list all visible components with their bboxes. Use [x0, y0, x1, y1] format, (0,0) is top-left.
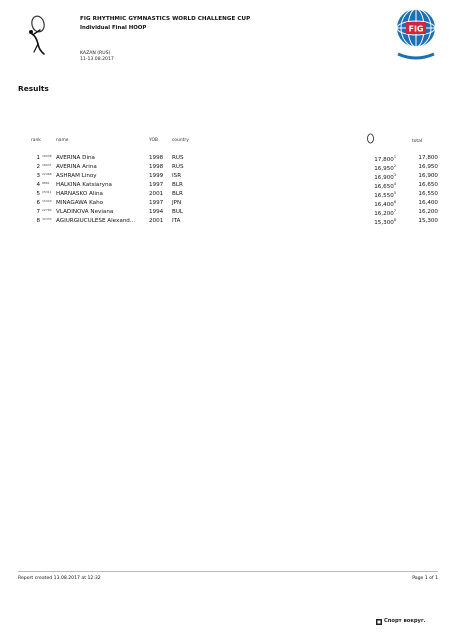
country-code: BLR	[172, 191, 183, 197]
athlete-id: 25311	[42, 190, 52, 194]
athlete-name: VLADINOVA Neviana	[56, 209, 114, 215]
table-row	[0, 209, 452, 218]
hoop-score-value: 16,950	[374, 165, 394, 172]
hoop-score	[340, 155, 396, 163]
table-row	[0, 182, 452, 191]
total-score: 16,950	[418, 164, 438, 170]
hoop-score-rank: 6	[393, 200, 396, 204]
athlete-id: 22769	[42, 208, 52, 212]
athlete-name: AVERINA Arina	[56, 164, 97, 170]
year-of-birth: 1999	[149, 173, 164, 179]
event-dates: 11-13.08.2017	[80, 57, 114, 62]
country-code: ITA	[172, 218, 181, 224]
total-score: 16,200	[418, 209, 438, 215]
hoop-score	[340, 218, 396, 226]
header-country: country	[172, 138, 189, 143]
athlete-id: 18037	[42, 163, 52, 167]
event-venue: KAZAN (RUS)	[80, 51, 111, 56]
country-code: ISR	[172, 173, 182, 179]
hoop-icon	[366, 133, 375, 144]
brand-icon	[376, 619, 382, 625]
hoop-score-rank: 7	[393, 209, 396, 213]
table-row	[0, 164, 452, 173]
athlete-id: 18038	[42, 154, 52, 158]
country-code: RUS	[172, 155, 184, 161]
athlete-name: HALKINA Katsiaryna	[56, 182, 112, 188]
header-name: name	[56, 138, 69, 143]
table-row	[0, 173, 452, 182]
athlete-id: 22468	[42, 172, 52, 176]
section-title: Results	[18, 84, 49, 93]
country-code: RUS	[172, 164, 184, 170]
hoop-score-value: 16,400	[374, 201, 394, 208]
hoop-score	[340, 173, 396, 181]
hoop-score-rank: 2	[393, 164, 396, 168]
gymnast-hoop-logo	[18, 14, 52, 58]
year-of-birth: 2001	[149, 218, 164, 224]
total-score: 17,800	[418, 155, 438, 161]
year-of-birth: 1997	[149, 182, 164, 188]
athlete-name: MINAGAWA Kaho	[56, 200, 104, 206]
athlete-id: 15343	[42, 199, 52, 203]
hoop-score-rank: 4	[393, 182, 396, 186]
rank-cell: 1	[36, 155, 40, 161]
svg-text:FIG: FIG	[408, 24, 424, 34]
year-of-birth: 1998	[149, 155, 164, 161]
table-row	[0, 155, 452, 164]
rank-cell: 5	[36, 191, 40, 197]
hoop-score-rank: 5	[393, 191, 396, 195]
hoop-score	[340, 182, 396, 190]
hoop-score	[340, 200, 396, 208]
athlete-name: ASHRAM Linoy	[56, 173, 97, 179]
header-yob: YOB	[149, 138, 158, 143]
year-of-birth: 2001	[149, 191, 164, 197]
hoop-score-rank: 3	[393, 173, 396, 177]
country-code: JPN	[172, 200, 182, 206]
year-of-birth: 1994	[149, 209, 164, 215]
table-row	[0, 218, 452, 227]
hoop-score-value: 16,900	[374, 174, 394, 181]
rank-cell: 7	[36, 209, 40, 215]
total-score: 15,300	[418, 218, 438, 224]
hoop-score-value: 15,300	[374, 219, 394, 226]
rank-cell: 3	[36, 173, 40, 179]
page-number: Page 1 of 1	[412, 576, 438, 581]
hoop-score-value: 17,800	[374, 156, 394, 163]
event-subtitle: Individual Final HOOP	[80, 25, 147, 31]
total-score: 16,900	[418, 173, 438, 179]
year-of-birth: 1997	[149, 200, 164, 206]
brand-label: Спорт вокруг.	[384, 618, 426, 624]
hoop-score	[340, 209, 396, 217]
rank-cell: 2	[36, 164, 40, 170]
report-created: Report created 13.08.2017 at 12:32	[18, 576, 101, 581]
athlete-name: HARNASKO Alina	[56, 191, 103, 197]
hoop-score	[340, 164, 396, 172]
rank-cell: 4	[36, 182, 40, 188]
hoop-score-rank: 8	[393, 218, 396, 222]
rank-cell: 8	[36, 218, 40, 224]
athlete-name: AVERINA Dina	[56, 155, 95, 161]
footer-divider	[18, 571, 438, 572]
total-score: 16,650	[418, 182, 438, 188]
event-title: FIG RHYTHMIC GYMNASTICS WORLD CHALLENGE CUP	[80, 16, 251, 22]
hoop-score-value: 16,550	[374, 192, 394, 199]
country-code: BLR	[172, 182, 183, 188]
header-total: total	[412, 139, 423, 144]
hoop-score-value: 16,650	[374, 183, 394, 190]
table-row	[0, 191, 452, 200]
total-score: 16,550	[418, 191, 438, 197]
country-code: BUL	[172, 209, 184, 215]
athlete-id: 32333	[42, 217, 52, 221]
hoop-score-value: 16,200	[374, 210, 394, 217]
athlete-id: 8861	[42, 181, 50, 185]
header-rank: rank	[31, 138, 41, 143]
year-of-birth: 1998	[149, 164, 164, 170]
table-row	[0, 200, 452, 209]
hoop-score-rank: 1	[393, 155, 396, 159]
hoop-score	[340, 191, 396, 199]
total-score: 16,400	[418, 200, 438, 206]
fig-logo	[392, 6, 440, 62]
athlete-name: AGIURGIUCULESE Alexand...	[56, 218, 136, 224]
rank-cell: 6	[36, 200, 40, 206]
